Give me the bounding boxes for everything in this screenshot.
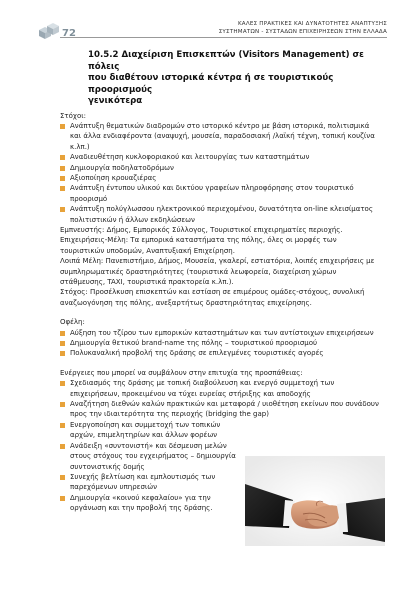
- bullet-icon: [60, 496, 65, 501]
- goals-label: Στόχοι:: [60, 111, 86, 120]
- initiators-paragraph: Εμπνευστής: Δήμος, Εμπορικός Σύλλογος, Τουριστικοί επιχειρηματίες περιοχής.: [60, 225, 343, 234]
- list-item: Σχεδιασμός της δράσης με τοπική διαβούλευση και ενεργό συμμετοχή των επιχειρήσεων, προκειμένου να τύχει ευρείας στήριξης και αποδοχής: [60, 378, 380, 399]
- other-members-paragraph: Λοιπά Μέλη: Πανεπιστήμιο, Δήμος, Μουσεία, γκαλερί, εστιατόρια, λοιπές επιχειρήσεις με συμπληρωματικές δραστηριότητες (τουριστικά λεωφορεία, διαχείριση χώρων στάθμευσης, TAXI, τουριστικά πρακτορεία κ.λπ.).: [60, 257, 375, 286]
- bullet-icon: [60, 341, 65, 346]
- bullet-icon: [60, 124, 65, 129]
- section-title-line3: γενικότερα: [88, 96, 143, 106]
- bullet-icon: [60, 331, 65, 336]
- list-item: Δημιουργία «κοινού κεφαλαίου» για την οργάνωση και την προβολή της δράσης.: [60, 493, 242, 514]
- bullet-icon: [60, 176, 65, 181]
- list-item: Αύξηση του τζίρου των εμπορικών καταστημάτων και των αντίστοιχων επιχειρήσεων: [60, 328, 380, 338]
- list-item: Ενεργοποίηση και συμμετοχή των τοπικών αρχών, επιμελητηρίων και άλλων φορέων: [60, 420, 242, 441]
- actions-label: Ενέργειες που μπορεί να συμβάλουν στην επιτυχία της προσπάθειας:: [60, 368, 303, 377]
- list-item: Δημιουργία θετικού brand-name της πόλης – τουριστικού προορισμού: [60, 338, 380, 348]
- bullet-icon: [60, 155, 65, 160]
- bullet-icon: [60, 351, 65, 356]
- objective-paragraph: Στόχος: Προσέλκυση επισκεπτών και εστίαση σε επιμέρους ομάδες-στόχους, συνολική αναζωογόνηση της πόλης, ανεξαρτήτως δραστηριότητας επιχείρησης.: [60, 288, 365, 307]
- actions-section: [60, 368, 380, 514]
- bullet-icon: [60, 402, 65, 407]
- section-title: [88, 50, 380, 108]
- page-number: 72: [62, 28, 76, 39]
- list-item: Συνεχής βελτίωση και εμπλουτισμός των παρεχόμενων υπηρεσιών: [60, 472, 242, 493]
- list-item: Αξιοποίηση κρουαζιέρας: [60, 173, 380, 183]
- list-item: Ανάπτυξη θεματικών διαδρομών στο ιστορικό κέντρο με βάση ιστορικά, πολιτισμικά και άλλα ενδιαφέροντα (αναψυχή, μουσεία, παραδοσιακή /λαϊκή τέχνη, τοπική κουζίνα κ.λπ.): [60, 121, 380, 152]
- goals-list: [60, 121, 380, 225]
- bullet-icon: [60, 381, 65, 386]
- header-divider: [60, 37, 387, 38]
- section-title-line2: που διαθέτουν ιστορικά κέντρα ή σε τουριστικούς προορισμούς: [88, 73, 334, 95]
- section-title-line1: 10.5.2 Διαχείριση Επισκεπτών (Visitors Management) σε πόλεις: [88, 50, 364, 72]
- bullet-icon: [60, 475, 65, 480]
- page-body: [60, 50, 380, 514]
- bullet-icon: [60, 186, 65, 191]
- bullet-icon: [60, 444, 65, 449]
- actions-list: [60, 378, 380, 420]
- list-item: Αναδιευθέτηση κυκλοφοριακού και λειτουργίας των καταστημάτων: [60, 152, 380, 162]
- running-header-line1: ΚΑΛΕΣ ΠΡΑΚΤΙΚΕΣ ΚΑΙ ΔΥΝΑΤΟΤΗΤΕΣ ΑΝΑΠΤΥΞΗΣ: [237, 21, 387, 27]
- page-header: [0, 0, 420, 48]
- running-header-line2: ΣΥΣΤΗΜΑΤΩΝ - ΣΥΣΤΑΔΩΝ ΕΠΙΧΕΙΡΗΣΕΩΝ ΣΤΗΝ ΕΛΛΑΔΑ: [218, 29, 387, 35]
- list-item: Ανάπτυξη πολύγλωσσου ηλεκτρονικού περιεχομένου, δυνατότητα on-line κλεισίματος πολιτιστικών ή άλλων εκδηλώσεων: [60, 204, 380, 225]
- benefits-label: Οφέλη:: [60, 318, 85, 327]
- member-companies-paragraph: Επιχειρήσεις-Μέλη: Τα εμπορικά καταστήματα της πόλης, όλες οι μορφές των τουριστικών υποδομών, Αναπτυξιακή Επιχείρηση.: [60, 236, 337, 255]
- bullet-icon: [60, 166, 65, 171]
- handshake-image: [245, 456, 385, 546]
- list-item: Ανάδειξη «συντονιστή» και δέσμευση μελών στους στόχους του εγχειρήματος – δημιουργία συντονιστικής δομής: [60, 441, 242, 472]
- list-item: Πολυκαναλική προβολή της δράσης σε επιλεγμένες τουριστικές αγορές: [60, 348, 380, 358]
- list-item: Ανάπτυξη έντυπου υλικού και δικτύου γραφείων πληροφόρησης στον τουριστικό προορισμό: [60, 183, 380, 204]
- list-item: Αναζήτηση διεθνών καλών πρακτικών και μεταφορά / υιοθέτηση εκείνων που συνάδουν προς την ιδιαιτερότητα της περιοχής (bridging the gap): [60, 399, 380, 420]
- list-item: Δημιουργία ποδηλατοδρόμων: [60, 163, 380, 173]
- cubes-logo-icon: [37, 22, 61, 40]
- bullet-icon: [60, 207, 65, 212]
- bullet-icon: [60, 423, 65, 428]
- benefits-list: [60, 328, 380, 359]
- actions-list-narrow: [60, 420, 242, 514]
